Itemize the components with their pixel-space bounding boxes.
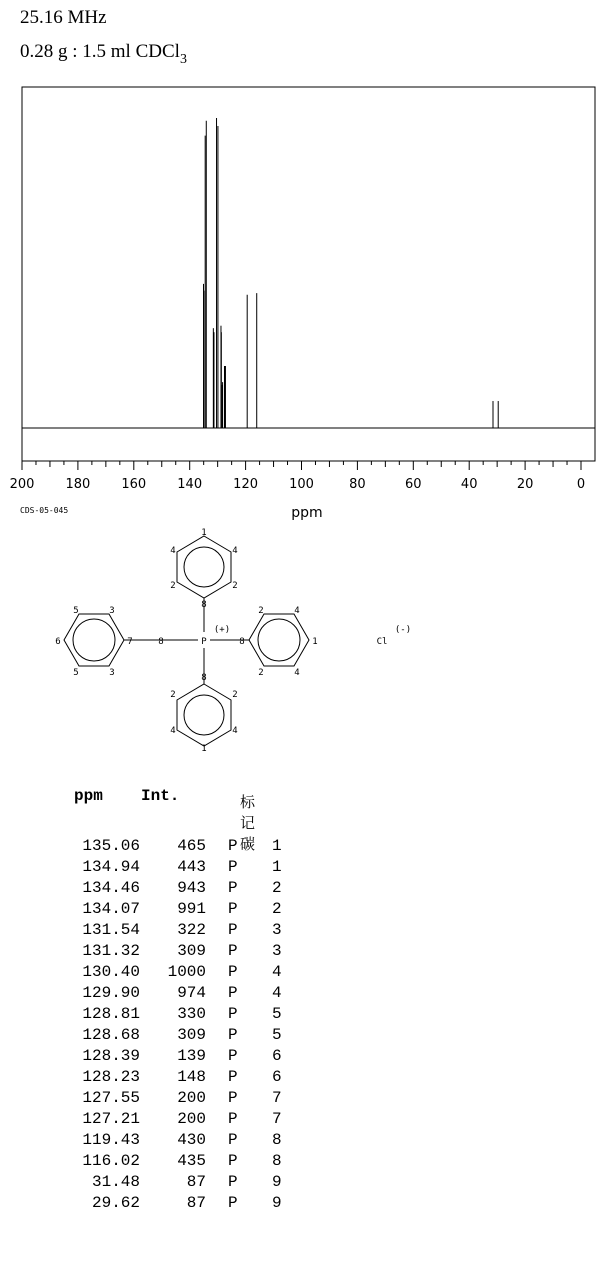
cell-ppm: 128.39 [82,1047,140,1065]
cell-int: 87 [186,1194,206,1212]
cell-type: P [228,1110,238,1128]
cell-type: P [228,1194,238,1212]
svg-text:4: 4 [294,606,300,616]
sample-text: 0.28 g : 1.5 ml CDCl [20,41,180,62]
cell-type: P [228,1131,238,1149]
table-row [74,984,314,1005]
table-row [74,963,314,984]
nmr-spectrum-chart [0,0,609,525]
cell-label: 4 [272,984,282,1002]
x-tick-label: 200 [9,477,35,492]
table-row [74,858,314,879]
x-tick-label: 140 [177,477,203,492]
cell-ppm: 129.90 [82,984,140,1002]
phosphorus-charge: (+) [213,625,231,635]
svg-text:8: 8 [158,637,164,647]
table-row [74,879,314,900]
ring-right-inner [258,619,300,661]
header-ppm: ppm [74,787,103,805]
cell-ppm: 31.48 [91,1173,140,1191]
cell-int: 309 [177,942,206,960]
cell-ppm: 127.55 [82,1089,140,1107]
plot-frame [22,87,595,461]
cell-type: P [228,837,238,855]
svg-text:2: 2 [258,606,264,616]
table-row [74,1131,314,1152]
cell-label: 3 [272,942,282,960]
cell-int: 430 [177,1131,206,1149]
cell-int: 943 [177,879,206,897]
cell-type: P [228,963,238,981]
anion-charge: (-) [394,625,412,635]
x-tick-label: 0 [576,477,586,492]
compound-code: CDS-05-045 [20,506,69,515]
table-row [74,1047,314,1068]
x-axis-label: ppm [291,505,323,521]
peaks-group [204,118,499,428]
svg-text:4: 4 [232,546,238,556]
cell-type: P [228,1152,238,1170]
cell-type: P [228,1047,238,1065]
svg-text:5: 5 [73,668,79,678]
svg-text:1: 1 [312,637,318,647]
cell-label: 4 [272,963,282,981]
x-tick-label: 60 [405,477,422,492]
cell-label: 2 [272,900,282,918]
cell-ppm: 134.94 [82,858,140,876]
svg-text:3: 3 [109,668,115,678]
svg-text:1: 1 [201,744,207,754]
cell-label: 5 [272,1005,282,1023]
cell-int: 309 [177,1026,206,1044]
svg-text:2: 2 [170,690,176,700]
table-row [74,1089,314,1110]
sample-subscript: 3 [179,52,187,67]
cell-label: 8 [272,1131,282,1149]
x-axis-ticks [10,461,586,492]
cell-type: P [228,1173,238,1191]
cell-ppm: 128.23 [82,1068,140,1086]
svg-text:4: 4 [294,668,300,678]
x-tick-label: 180 [65,477,91,492]
x-tick-label: 160 [121,477,147,492]
cell-ppm: 29.62 [91,1194,140,1212]
cell-int: 443 [177,858,206,876]
cell-ppm: 128.68 [82,1026,140,1044]
x-tick-label: 80 [349,477,366,492]
cell-label: 1 [272,837,282,855]
svg-text:2: 2 [232,690,238,700]
table-row [74,1194,314,1215]
ring-left-inner [73,619,115,661]
cell-int: 974 [177,984,206,1002]
cell-int: 465 [177,837,206,855]
table-row [74,1026,314,1047]
cell-int: 200 [177,1089,206,1107]
header-label: 标记碳 [240,793,256,853]
svg-text:8: 8 [201,600,207,610]
table-row [74,1173,314,1194]
frequency-label: 25.16 MHz [20,7,107,28]
cell-label: 7 [272,1110,282,1128]
svg-text:2: 2 [232,581,238,591]
x-tick-label: 20 [516,477,534,492]
svg-text:5: 5 [73,606,79,616]
cell-type: P [228,1026,238,1044]
table-row [74,1110,314,1131]
cell-label: 7 [272,1089,282,1107]
phosphorus-label: P [201,637,207,647]
cell-type: P [228,984,238,1002]
svg-text:2: 2 [170,581,176,591]
table-row [74,921,314,942]
ring-bottom [177,684,231,746]
table-row [74,900,314,921]
cell-label: 5 [272,1026,282,1044]
cell-ppm: 135.06 [82,837,140,855]
cell-label: 1 [272,858,282,876]
x-tick-label: 40 [460,477,478,492]
cell-ppm: 131.54 [82,921,140,939]
cell-label: 6 [272,1068,282,1086]
svg-text:3: 3 [109,606,115,616]
ring-bottom-inner [184,695,224,735]
cell-ppm: 130.40 [82,963,140,981]
cell-label: 9 [272,1173,282,1191]
table-row [74,1005,314,1026]
table-row [74,837,314,858]
table-row [74,1068,314,1089]
cell-label: 2 [272,879,282,897]
svg-text:6: 6 [55,637,61,647]
cell-int: 322 [177,921,206,939]
cell-ppm: 134.46 [82,879,140,897]
cell-type: P [228,1089,238,1107]
x-tick-label: 120 [233,477,259,492]
cell-label: 3 [272,921,282,939]
ring-left [64,614,124,666]
table-row [74,942,314,963]
table-body [74,837,314,1215]
svg-text:4: 4 [170,726,176,736]
cell-ppm: 128.81 [82,1005,140,1023]
cell-ppm: 119.43 [82,1131,140,1149]
cell-type: P [228,921,238,939]
cell-type: P [228,900,238,918]
ring-right [249,614,309,666]
cell-int: 435 [177,1152,206,1170]
svg-text:4: 4 [170,546,176,556]
ring-top-inner [184,547,224,587]
table-row [74,1152,314,1173]
cell-type: P [228,858,238,876]
cell-label: 8 [272,1152,282,1170]
cell-type: P [228,1068,238,1086]
cell-int: 200 [177,1110,206,1128]
cell-ppm: 127.21 [82,1110,140,1128]
cell-ppm: 134.07 [82,900,140,918]
cell-int: 330 [177,1005,206,1023]
x-tick-label: 100 [289,477,314,492]
svg-text:4: 4 [232,726,238,736]
cell-label: 6 [272,1047,282,1065]
cell-int: 1000 [167,963,206,981]
cell-int: 991 [177,900,206,918]
cell-type: P [228,879,238,897]
cell-int: 87 [186,1173,206,1191]
cell-ppm: 116.02 [82,1152,140,1170]
cell-type: P [228,942,238,960]
cell-ppm: 131.32 [82,942,140,960]
svg-text:1: 1 [201,528,207,538]
cell-type: P [228,1005,238,1023]
svg-text:2: 2 [258,668,264,678]
svg-text:7: 7 [127,637,133,647]
svg-text:8: 8 [239,637,245,647]
anion-label: Cl [376,637,388,647]
cell-int: 139 [177,1047,206,1065]
header-int: Int. [141,787,180,805]
cell-label: 9 [272,1194,282,1212]
svg-text:8: 8 [201,673,207,683]
ring-top [177,536,231,598]
cell-int: 148 [177,1068,206,1086]
